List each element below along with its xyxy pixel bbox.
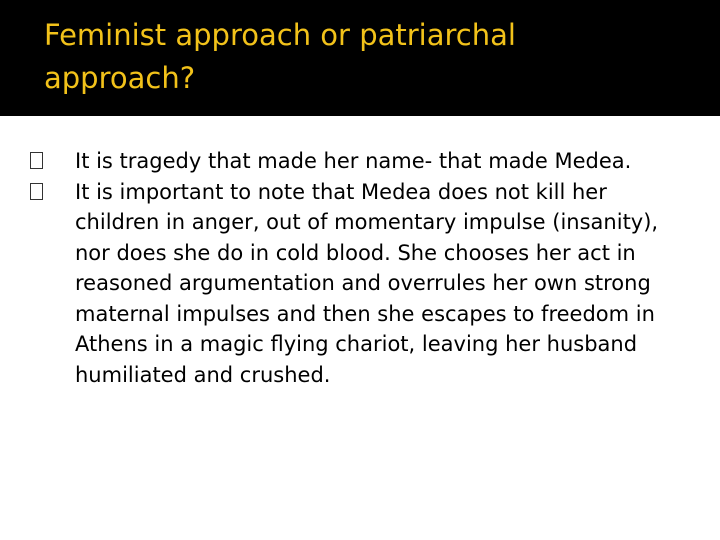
- bullet-text: It is tragedy that made her name- that made Medea.: [75, 149, 632, 173]
- missing-glyph-icon: [30, 152, 43, 169]
- slide-content: [30, 146, 690, 390]
- slide-title: Feminist approach or patriarchal approach?: [44, 18, 516, 95]
- bullet-text: It is important to note that Medea does not kill her children in anger, out of momentary impulse (insanity), nor does she do in cold blood. She chooses her act in reasoned argumentation and overrules her own strong maternal impulses and then she escapes to freedom in Athens in a magic flying chariot, leaving her husband humiliated and crushed.: [75, 179, 659, 387]
- bullet-item: [30, 177, 690, 391]
- title-bar: [0, 0, 720, 116]
- missing-glyph-icon: [30, 183, 43, 200]
- bullet-item: [30, 146, 690, 177]
